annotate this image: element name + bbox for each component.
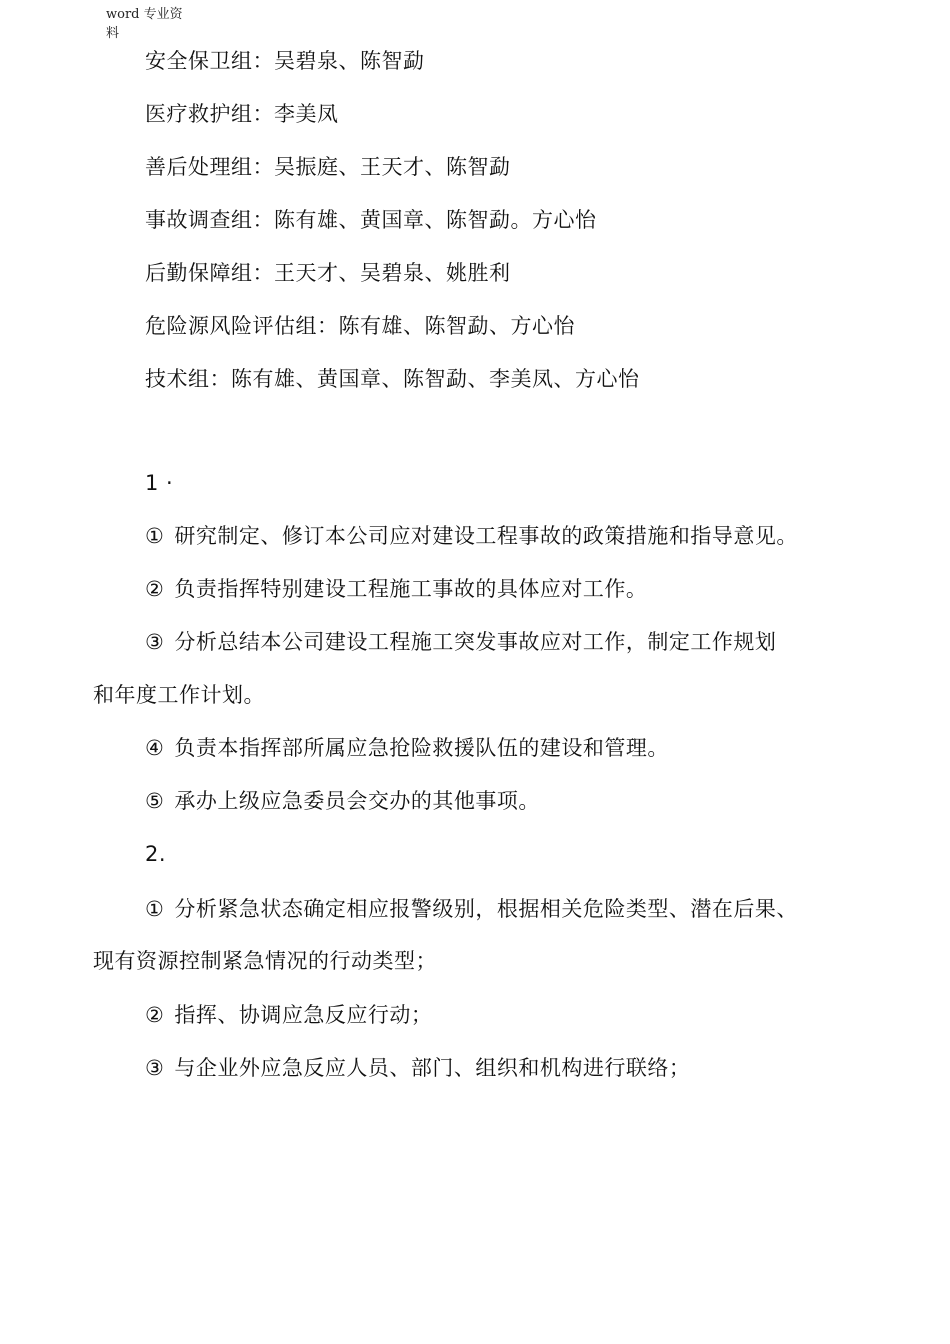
list-item: [145, 522, 798, 550]
team-members: 陈有雄、黄国章、陈智勐。方心怡: [274, 208, 597, 232]
item-text: 研究制定、修订本公司应对建设工程事故的政策措施和指导意见。: [174, 524, 798, 548]
item-marker: ①: [145, 897, 165, 921]
item-text: 分析紧急状态确定相应报警级别，根据相关危险类型、潜在后果、: [174, 897, 798, 921]
team-label: 善后处理组：: [145, 155, 274, 179]
team-label: 危险源风险评估组：: [145, 314, 339, 338]
list-item: [145, 575, 647, 603]
list-item: [145, 787, 540, 815]
section-number: 1 ·: [145, 471, 174, 495]
team-label: 医疗救护组：: [145, 102, 274, 126]
team-members: 吴振庭、王天才、陈智勐: [274, 155, 511, 179]
header-line-2: 料: [106, 26, 120, 41]
item-text: 与企业外应急反应人员、部门、组织和机构进行联络；: [174, 1056, 691, 1080]
item-text: 负责本指挥部所属应急抢险救援队伍的建设和管理。: [174, 736, 669, 760]
item-text: 承办上级应急委员会交办的其他事项。: [174, 789, 540, 813]
team-label: 事故调查组：: [145, 208, 274, 232]
item-marker: ⑤: [145, 789, 165, 813]
item-marker: ③: [145, 1056, 165, 1080]
team-label: 安全保卫组：: [145, 49, 274, 73]
team-members: 陈有雄、黄国章、陈智勐、李美凤、方心怡: [231, 367, 640, 391]
item-continuation: 和年度工作计划。: [93, 683, 265, 707]
team-row: [145, 312, 575, 340]
item-text: 负责指挥特别建设工程施工事故的具体应对工作。: [174, 577, 648, 601]
team-members: 陈有雄、陈智勐、方心怡: [338, 314, 575, 338]
list-item: [145, 1054, 690, 1082]
team-row: [145, 365, 640, 393]
list-item: [145, 734, 669, 762]
header-line-1: word 专业资: [106, 7, 183, 22]
item-marker: ②: [145, 1003, 165, 1027]
team-members: 吴碧泉、陈智勐: [274, 49, 425, 73]
team-members: 王天才、吴碧泉、姚胜利: [274, 261, 511, 285]
item-marker: ②: [145, 577, 165, 601]
team-row: [145, 100, 339, 128]
item-marker: ④: [145, 736, 165, 760]
team-members: 李美凤: [274, 102, 339, 126]
team-label: 技术组：: [145, 367, 231, 391]
item-text: 分析总结本公司建设工程施工突发事故应对工作，制定工作规划: [174, 630, 777, 654]
team-row: [145, 259, 511, 287]
list-item: [145, 1001, 432, 1029]
list-item: [145, 895, 798, 923]
item-continuation: 现有资源控制紧急情况的行动类型；: [93, 949, 437, 973]
team-row: [145, 153, 511, 181]
item-marker: ③: [145, 630, 165, 654]
team-row: [145, 206, 597, 234]
team-row: [145, 47, 425, 75]
page-header: [106, 5, 196, 43]
team-label: 后勤保障组：: [145, 261, 274, 285]
item-marker: ①: [145, 524, 165, 548]
list-item: [145, 628, 776, 656]
item-text: 指挥、协调应急反应行动；: [174, 1003, 433, 1027]
section-number: 2.: [145, 842, 167, 866]
